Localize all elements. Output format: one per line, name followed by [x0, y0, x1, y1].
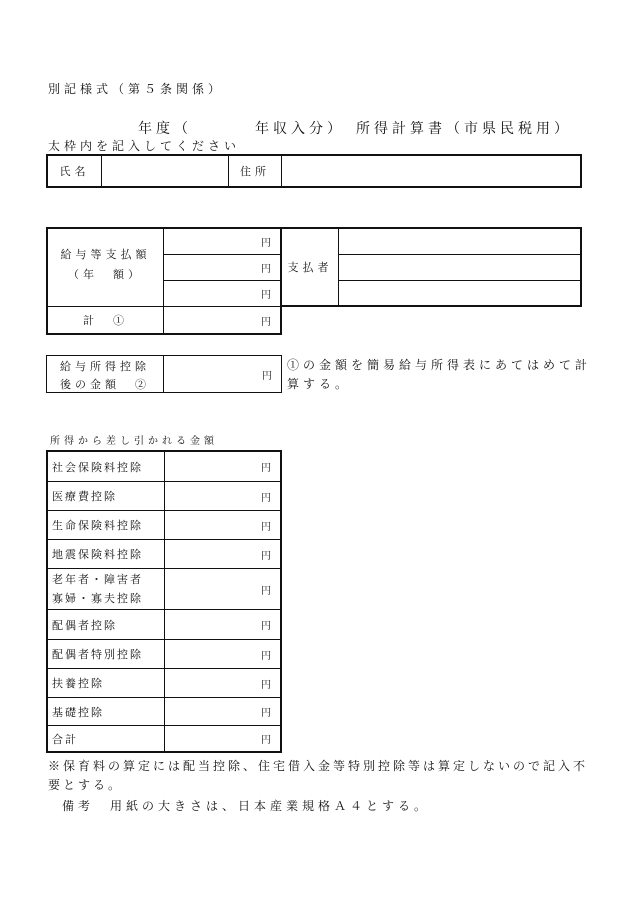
deduction-amount[interactable]: 円 — [261, 679, 271, 691]
payer-field-1[interactable] — [339, 229, 580, 254]
after-deduction-label-line2: 後の金額 ② — [60, 377, 150, 391]
after-deduction-note: ①の金額を簡易給与所得表にあてはめて計算する。 — [287, 358, 592, 391]
deduction-amount[interactable]: 円 — [261, 492, 271, 504]
deduction-amount[interactable]: 円 — [261, 650, 271, 662]
deduction-label: 地震保険料控除 — [52, 548, 143, 561]
payer-label: 支払者 — [287, 261, 333, 274]
salary-table — [46, 227, 582, 337]
deduction-label: 社会保険料控除 — [52, 460, 143, 474]
salary-label-line1: 給与等支払額 — [60, 248, 151, 261]
deductions-section-title: 所得から差し引かれる金額 — [50, 436, 218, 447]
address-label: 住所 — [240, 165, 270, 178]
deduction-label-line2: 寡婦・寡夫控除 — [52, 592, 143, 605]
payer-field-2[interactable] — [339, 255, 580, 280]
after-deduction-amount[interactable]: 円 — [262, 370, 272, 382]
deduction-amount[interactable]: 円 — [261, 621, 271, 632]
deduction-label: 医療費控除 — [52, 490, 117, 503]
deduction-label: 配偶者特別控除 — [52, 648, 143, 661]
footer-remark: 備考 用紙の大きさは、日本産業規格Ａ４とする。 — [62, 799, 431, 813]
deduction-amount[interactable]: 円 — [261, 550, 271, 562]
deduction-label: 老年者・障害者 — [52, 573, 143, 586]
deduction-label: 扶養控除 — [52, 677, 104, 690]
deduction-total-amount[interactable]: 円 — [261, 735, 271, 746]
page-title: 所得計算書（市県民税用） — [356, 121, 572, 137]
deduction-amount[interactable]: 円 — [261, 521, 271, 533]
salary-amount-3[interactable]: 円 — [261, 290, 271, 301]
deduction-amount[interactable]: 円 — [261, 585, 271, 597]
salary-total-amount[interactable]: 円 — [261, 316, 271, 328]
deduction-total-label: 合計 — [52, 732, 78, 746]
salary-amount-2[interactable]: 円 — [261, 264, 271, 275]
name-label: 氏名 — [59, 165, 90, 178]
after-deduction-label-line1: 給与所得控除 — [60, 359, 150, 373]
deductions-table — [46, 450, 282, 753]
salary-amount-1[interactable]: 円 — [261, 238, 271, 249]
title-year: 年度（ — [138, 121, 192, 137]
name-field[interactable] — [102, 156, 228, 186]
title-year-income: 年収入分） — [255, 121, 345, 137]
deduction-label: 基礎控除 — [52, 705, 104, 719]
salary-label-line2: （年 額） — [68, 268, 143, 281]
deduction-amount[interactable]: 円 — [261, 463, 271, 474]
deduction-amount[interactable]: 円 — [261, 708, 271, 719]
form-reference: 別記様式（第５条関係） — [48, 82, 225, 96]
payer-field-3[interactable] — [339, 281, 580, 305]
salary-total-label: 計 ① — [83, 314, 128, 327]
after-deduction-box — [46, 355, 282, 393]
deduction-label: 生命保険料控除 — [52, 519, 143, 532]
footer-note: ※保育料の算定には配当控除、住宅借入金等特別控除等は算定しないので記入不要とする。 — [48, 759, 589, 792]
address-field[interactable] — [282, 156, 580, 186]
name-address-box — [46, 154, 582, 188]
deduction-label: 配偶者控除 — [52, 618, 117, 632]
instruction-text: 太枠内を記入してください — [48, 139, 241, 153]
